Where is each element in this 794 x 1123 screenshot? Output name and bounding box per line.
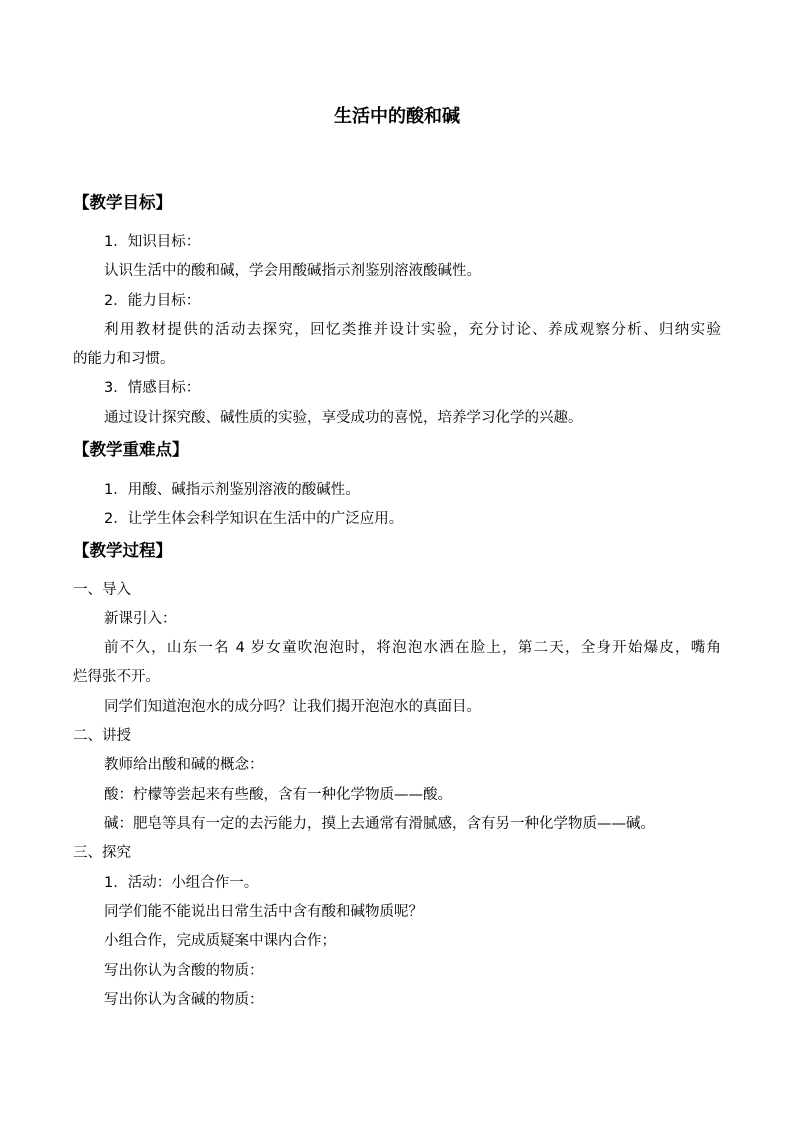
process-paragraph: 教师给出酸和碱的概念： bbox=[104, 757, 264, 773]
section-heading-process: 【教学过程】 bbox=[73, 541, 172, 560]
section-heading-key-points: 【教学重难点】 bbox=[73, 440, 189, 459]
process-paragraph: 写出你认为含酸的物质： bbox=[104, 963, 264, 979]
emotion-objective-text: 通过设计探究酸、碱性质的实验，享受成功的喜悦，培养学习化学的兴趣。 bbox=[104, 410, 583, 426]
process-paragraph: 烂得张不开。 bbox=[73, 669, 160, 685]
ability-objective-text-line1: 利用教材提供的活动去探究，回忆类推并设计实验，充分讨论、养成观察分析、归纳实验 bbox=[104, 322, 721, 338]
knowledge-objective-text: 认识生活中的酸和碱，学会用酸碱指示剂鉴别溶液酸碱性。 bbox=[104, 263, 481, 279]
knowledge-objective-label: 1．知识目标： bbox=[104, 234, 201, 250]
process-paragraph: 前不久，山东一名 4 岁女童吹泡泡时，将泡泡水洒在脸上，第二天，全身开始爆皮，嘴角 bbox=[104, 640, 721, 656]
document-title: 生活中的酸和碱 bbox=[334, 106, 460, 127]
process-paragraph: 同学们能不能说出日常生活中含有酸和碱物质呢？ bbox=[104, 904, 423, 920]
ability-objective-text-line2: 的能力和习惯。 bbox=[73, 351, 175, 367]
ability-objective-label: 2．能力目标： bbox=[104, 293, 201, 309]
process-paragraph: 酸：柠檬等尝起来有些酸，含有一种化学物质——酸。 bbox=[104, 787, 452, 803]
process-paragraph: 同学们知道泡泡水的成分吗？让我们揭开泡泡水的真面目。 bbox=[104, 699, 481, 715]
process-paragraph: 写出你认为含碱的物质： bbox=[104, 992, 264, 1008]
process-paragraph: 小组合作，完成质疑案中课内合作； bbox=[104, 933, 336, 949]
emotion-objective-label: 3．情感目标： bbox=[104, 380, 201, 396]
process-paragraph: 新课引入： bbox=[104, 611, 177, 627]
key-point-item: 2．让学生体会科学知识在生活中的广泛应用。 bbox=[104, 511, 404, 527]
process-part-title: 二、讲授 bbox=[73, 728, 131, 744]
process-paragraph: 1．活动：小组合作一。 bbox=[104, 875, 259, 891]
key-point-item: 1．用酸、碱指示剂鉴别溶液的酸碱性。 bbox=[104, 482, 360, 498]
process-part-title: 一、导入 bbox=[73, 582, 131, 598]
process-part-title: 三、探究 bbox=[73, 845, 131, 861]
process-paragraph: 碱：肥皂等具有一定的去污能力，摸上去通常有滑腻感，含有另一种化学物质——碱。 bbox=[104, 816, 655, 832]
section-heading-objectives: 【教学目标】 bbox=[73, 193, 172, 212]
